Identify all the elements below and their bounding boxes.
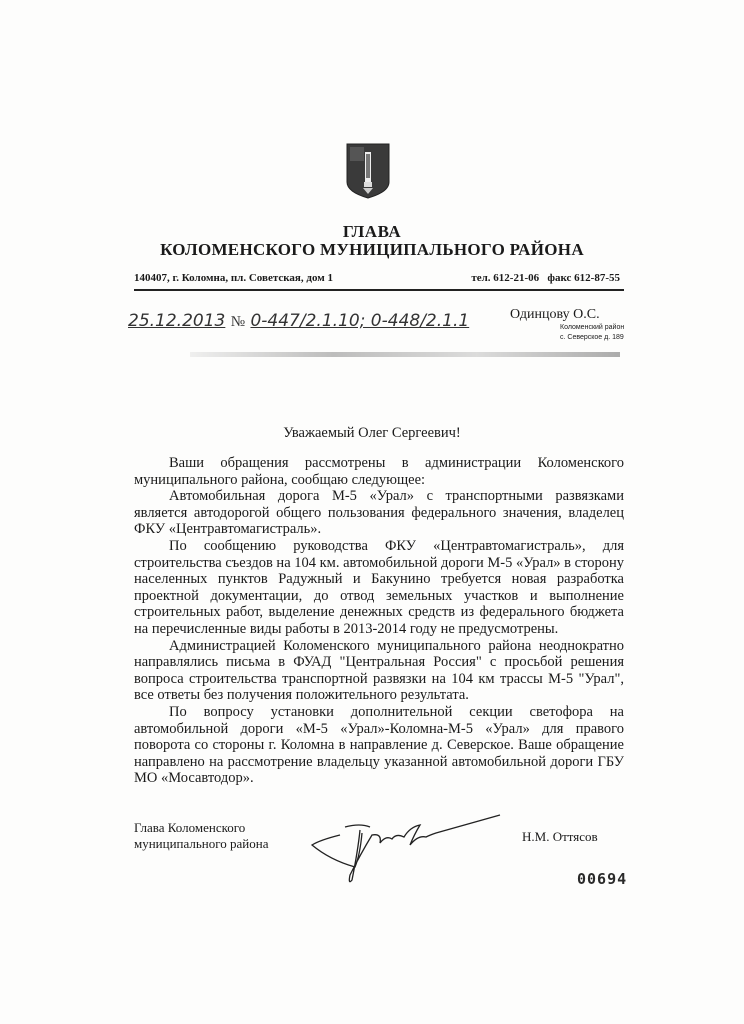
letterhead-phone: тел. 612-21-06 факс 612-87-55	[471, 272, 620, 284]
scan-smudge	[190, 352, 620, 357]
registration-number: 0-447/2.1.10; 0-448/2.1.1	[250, 311, 470, 331]
registration-line	[128, 311, 469, 331]
addressee-address: с. Северское д. 189	[560, 334, 624, 341]
paragraph: Автомобильная дорога М-5 «Урал» с транспортными развязками является автодорогой общего пользования федерального значения, владелец ФКУ «Центравтомагистраль».	[134, 488, 624, 538]
addressee-name: Одинцову О.С.	[510, 307, 600, 322]
stamp-number: 00694	[577, 870, 628, 888]
paragraph: По вопросу установки дополнительной секции светофора на автомобильной дороги «М-5 «Урал»-Коломна-М-5 «Урал» для правого поворота со стороны г. Коломна в направление д. Северское. Ваше обращение направлено на рассмотрение владельцу указанной автомобильной дороги ГБУ МО «Мосавтодор».	[134, 703, 624, 787]
coat-of-arms-emblem	[345, 142, 391, 200]
number-sign: №	[230, 314, 246, 330]
paragraph: Администрацией Коломенского муниципального района неоднократно направлялись письма в ФУАД "Центральная Россия" с просьбой решения вопроса строительства транспортной развязки на 104 км трассы М-5 "Урал", все ответы без получения положительного результата.	[134, 637, 624, 704]
letterhead-address: 140407, г. Коломна, пл. Советская, дом 1	[134, 272, 333, 284]
paragraph: По сообщению руководства ФКУ «Центравтомагистраль», для строительства съездов на 104 км. автомобильной дороги М-5 «Урал» в сторону населенных пунктов Радужный и Бакунино требуется новая разработка проектной документации, до отвод земельных участков и выполнение строительных работ, выделение денежных средств из федерального бюджета на перечисленные виды работы в 2013-2014 году не предусмотрены.	[134, 537, 624, 637]
addressee-district: Коломенский район	[560, 324, 625, 331]
signatory-name: Н.М. Оттясов	[522, 829, 598, 844]
signatory-position-line2: муниципального района	[134, 836, 269, 851]
letterhead-rule	[134, 289, 624, 291]
greeting: Уважаемый Олег Сергеевич!	[283, 425, 461, 441]
paragraph: Ваши обращения рассмотрены в администрации Коломенского муниципального района, сообщаю следующее:	[134, 455, 624, 488]
letterhead-title: ГЛАВА	[342, 222, 402, 241]
letter-body	[134, 455, 624, 787]
signatory-position-line1: Глава Коломенского	[134, 820, 246, 835]
handwritten-signature	[300, 805, 510, 885]
registration-date: 25.12.2013	[128, 311, 226, 331]
letterhead-subtitle: КОЛОМЕНСКОГО МУНИЦИПАЛЬНОГО РАЙОНА	[160, 240, 584, 259]
